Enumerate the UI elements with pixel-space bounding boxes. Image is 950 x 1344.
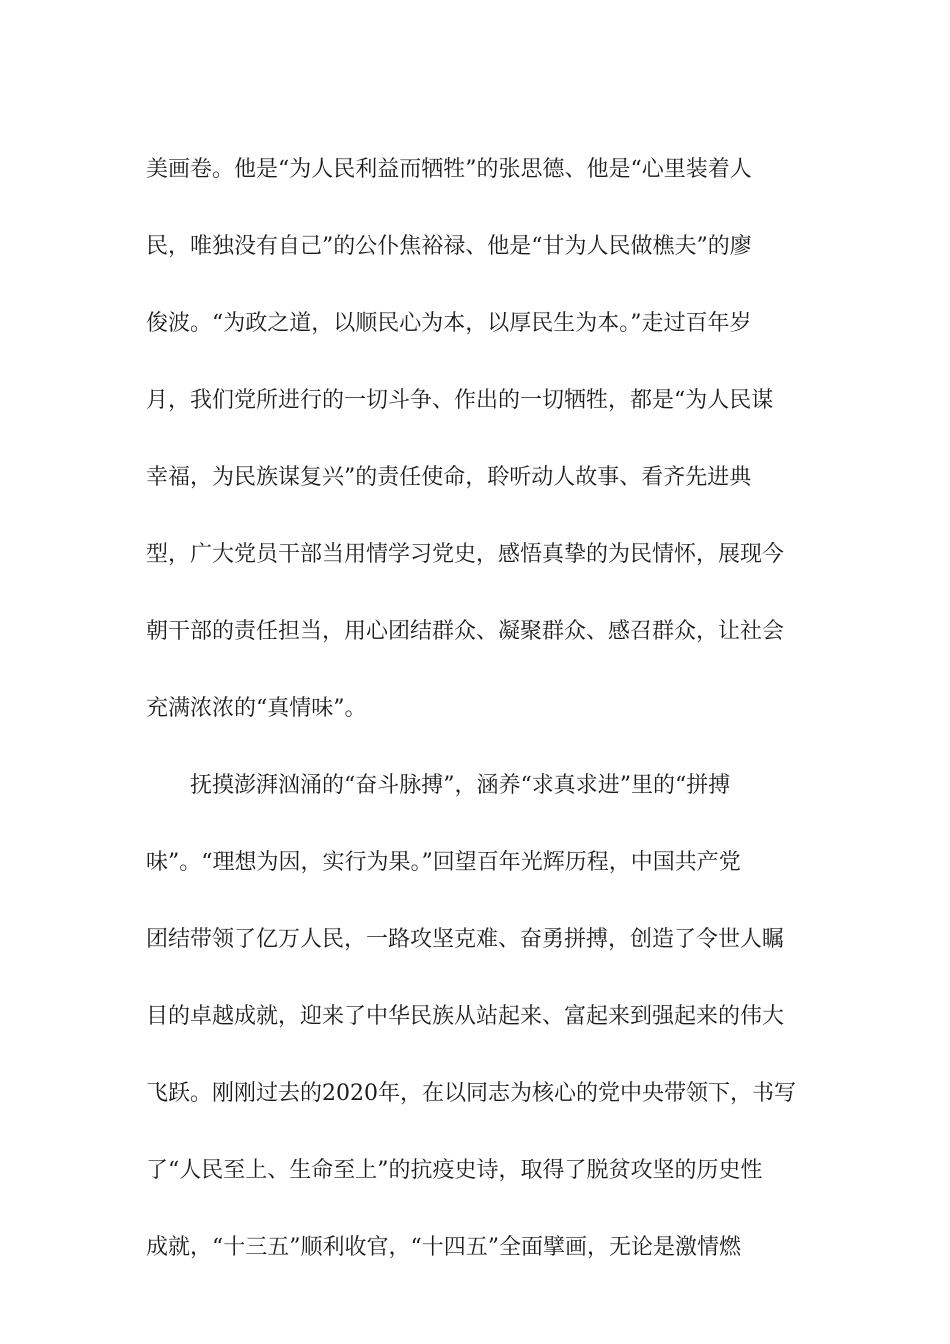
- text-line: 美画卷。他是“为人民利益而牺牲”的张思德、他是“心里装着人: [146, 157, 752, 182]
- text-line: 民，唯独没有自己”的公仆焦裕禄、他是“甘为人民做樵夫”的廖: [146, 234, 752, 259]
- text-line: 俊波。“为政之道，以顺民心为本，以厚民生为本。”走过百年岁: [146, 311, 752, 336]
- text-line: 飞跃。刚刚过去的2020年，在以同志为核心的党中央带领下，书写: [146, 1081, 796, 1106]
- text-line: 朝干部的责任担当，用心团结群众、凝聚群众、感召群众，让社会: [146, 619, 785, 644]
- text-line: 团结带领了亿万人民，一路攻坚克难、奋勇拼搏，创造了令世人瞩: [146, 927, 785, 952]
- text-line: 幸福，为民族谋复兴”的责任使命，聆听动人故事、看齐先进典: [146, 465, 752, 490]
- text-line: 目的卓越成就，迎来了中华民族从站起来、富起来到强起来的伟大: [146, 1004, 785, 1029]
- text-line: 成就，“十三五”顺利收官，“十四五”全面擘画，无论是激情燃: [146, 1235, 741, 1260]
- paragraph-first-line: 抚摸澎湃汹涌的“奋斗脉搏”，涵养“求真求进”里的“拼搏: [190, 773, 731, 798]
- text-line: 了“人民至上、生命至上”的抗疫史诗，取得了脱贫攻坚的历史性: [146, 1158, 763, 1183]
- text-line: 味”。“理想为因，实行为果。”回望百年光辉历程，中国共产党: [146, 850, 741, 875]
- text-line: 充满浓浓的“真情味”。: [146, 696, 367, 721]
- body-text: [146, 131, 806, 1286]
- text-line: 月，我们党所进行的一切斗争、作出的一切牺牲，都是“为人民谋: [146, 388, 774, 413]
- text-line: 型，广大党员干部当用情学习党史，感悟真挚的为民情怀，展现今: [146, 542, 785, 567]
